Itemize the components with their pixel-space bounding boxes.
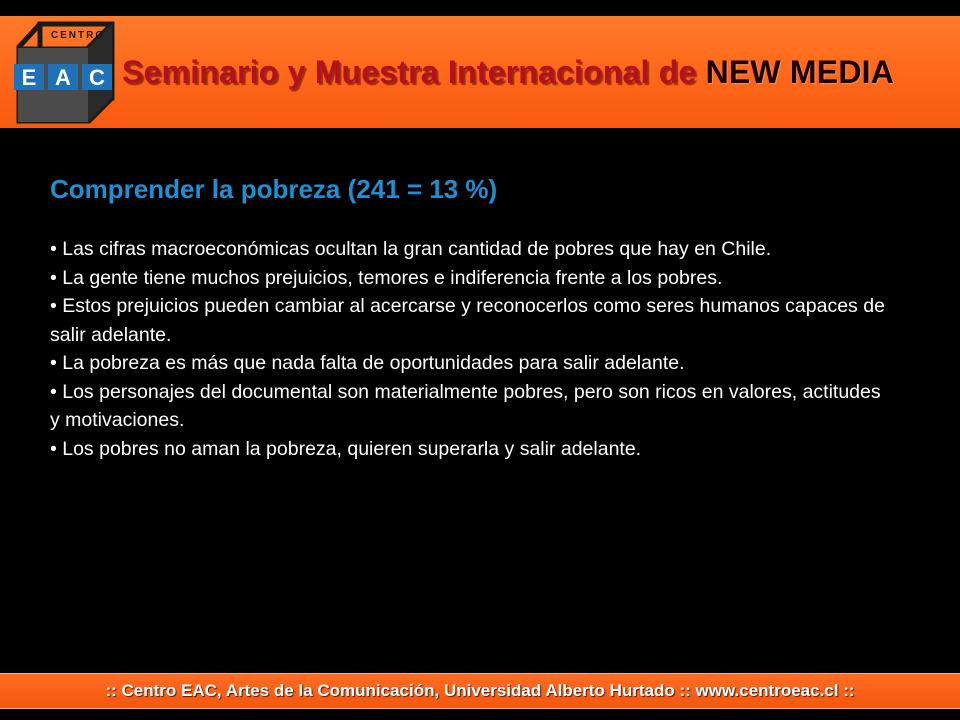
logo-top-text: CENTRO: [50, 30, 106, 41]
logo-letter-e: E: [21, 65, 37, 90]
bullet-item: • Los pobres no aman la pobreza, quieren superarla y salir adelante.: [50, 437, 642, 460]
bullet-list: [50, 235, 890, 463]
header-title: [122, 54, 894, 91]
footer-banner: [0, 673, 960, 709]
bullet-item: • La pobreza es más que nada falta de oportunidades para salir adelante.: [50, 352, 685, 374]
bullet-item: • Estos prejuicios pueden cambiar al acercarse y reconocerlos como seres humanos capaces de salir adelante.: [50, 295, 885, 346]
footer-text: :: Centro EAC, Artes de la Comunicación, Universidad Alberto Hurtado :: www.centroeac.cl ::: [105, 681, 855, 700]
logo-letter-a: A: [55, 65, 71, 90]
slide-title: Comprender la pobreza (241 = 13 %): [50, 174, 498, 204]
bullet-item: • Las cifras macroeconómicas ocultan la gran cantidad de pobres que hay en Chile.: [50, 238, 772, 260]
logo-letter-c: C: [89, 65, 105, 90]
header-title-emphasis: NEW MEDIA: [705, 54, 895, 90]
bullet-item: • Los personajes del documental son materialmente pobres, pero son ricos en valores, actitudes y motivaciones.: [50, 380, 881, 431]
eac-logo: [8, 18, 116, 126]
bullet-item: • La gente tiene muchos prejuicios, temores e indiferencia frente a los pobres.: [50, 266, 723, 289]
header-title-main: Seminario y Muestra Internacional de: [122, 54, 706, 90]
slide-content: [50, 174, 890, 463]
header-banner: [0, 16, 960, 128]
